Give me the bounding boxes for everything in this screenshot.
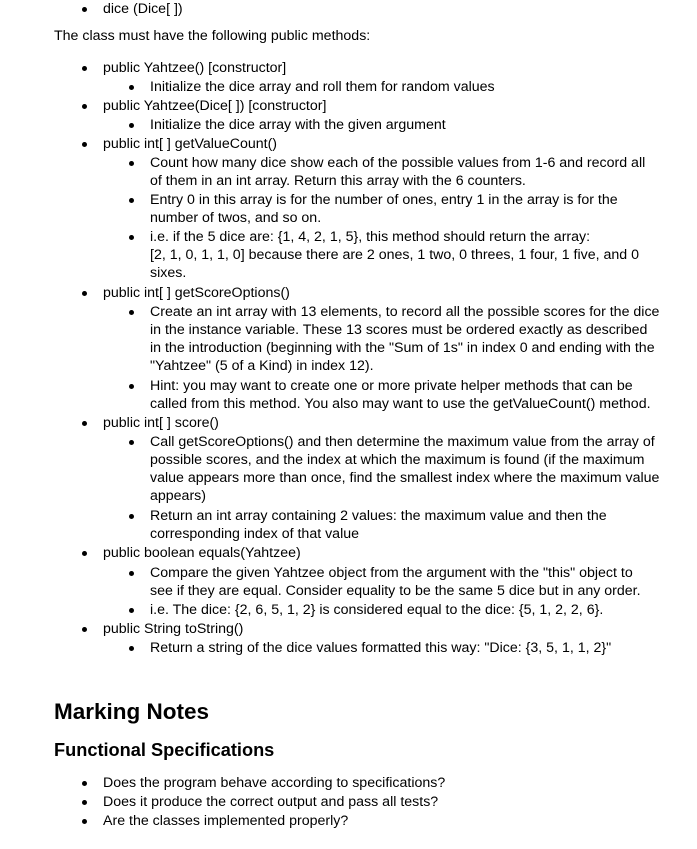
method-detail-line: Compare the given Yahtzee object from the argument with the "this" object to: [150, 565, 633, 581]
method-detail-line: Count how many dice show each of the possible values from 1-6 and record all: [150, 155, 646, 171]
bullet: [82, 800, 87, 805]
marking-notes-heading: Marking Notes: [54, 699, 210, 724]
method-detail-line: Initialize the dice array with the given argument: [150, 117, 446, 133]
bullet: [82, 551, 87, 556]
bullet: [82, 104, 87, 109]
bullet: [129, 384, 134, 389]
method-signature: public int[ ] getValueCount(): [103, 136, 278, 152]
bullet: [129, 85, 134, 90]
bullet: [82, 291, 87, 296]
marking-item: Are the classes implemented properly?: [103, 813, 349, 829]
method-detail-line: Create an int array with 13 elements, to record all the possible scores for the dice: [150, 304, 660, 320]
bullet: [129, 235, 134, 240]
method-detail-line: number of twos, and so on.: [150, 210, 322, 226]
marking-item: Does the program behave according to specifications?: [103, 775, 446, 791]
method-signature: public Yahtzee() [constructor]: [103, 60, 287, 76]
bullet: [82, 7, 87, 12]
method-detail-line: called from this method. You also may want to use the getValueCount() method.: [150, 396, 651, 412]
method-detail-line: Return a string of the dice values formatted this way: "Dice: {3, 5, 1, 1, 2}": [150, 640, 612, 656]
bullet: [129, 571, 134, 576]
bullet: [129, 608, 134, 613]
method-signature: public Yahtzee(Dice[ ]) [constructor]: [103, 98, 327, 114]
method-detail-line: corresponding index of that value: [150, 526, 360, 542]
method-detail-line: in the introduction (beginning with the "Sum of 1s" in index 0 and ending with the: [150, 340, 655, 356]
field-item-dice: dice (Dice[ ]): [103, 1, 183, 17]
bullet: [129, 198, 134, 203]
bullet: [82, 627, 87, 632]
method-detail-line: "Yahtzee" (5 of a Kind) in index 12).: [150, 358, 374, 374]
bullet: [82, 142, 87, 147]
bullet: [82, 781, 87, 786]
method-detail-line: Hint: you may want to create one or more private helper methods that can be: [150, 378, 633, 394]
bullet: [129, 646, 134, 651]
bullet: [129, 123, 134, 128]
method-detail-line: Call getScoreOptions() and then determine the maximum value from the array of: [150, 434, 655, 450]
method-detail-line: possible scores, and the index at which the maximum is found (if the maximum: [150, 452, 645, 468]
method-signature: public boolean equals(Yahtzee): [103, 545, 301, 561]
method-detail-line: [2, 1, 0, 1, 1, 0] because there are 2 ones, 1 two, 0 threes, 1 four, 1 five, and 0: [150, 247, 639, 263]
method-detail-line: i.e. The dice: {2, 6, 5, 1, 2} is considered equal to the dice: {5, 1, 2, 2, 6}.: [150, 602, 604, 618]
functional-specifications-heading: Functional Specifications: [54, 740, 275, 760]
bullet: [129, 514, 134, 519]
method-signature: public int[ ] score(): [103, 415, 219, 431]
method-detail-line: i.e. if the 5 dice are: {1, 4, 2, 1, 5}, this method should return the array:: [150, 229, 591, 245]
method-detail-line: appears): [150, 488, 206, 504]
bullet: [129, 310, 134, 315]
bullet: [82, 66, 87, 71]
bullet: [129, 440, 134, 445]
method-detail-line: in the instance variable. These 13 scores must be ordered exactly as described: [150, 322, 648, 338]
method-detail-line: of them in an int array. Return this array with the 6 counters.: [150, 173, 526, 189]
bullet: [82, 421, 87, 426]
bullet: [129, 161, 134, 166]
method-detail-line: Return an int array containing 2 values: the maximum value and then the: [150, 508, 607, 524]
method-signature: public int[ ] getScoreOptions(): [103, 285, 290, 301]
method-detail-line: sixes.: [150, 265, 187, 281]
method-detail-line: Initialize the dice array and roll them for random values: [150, 79, 495, 95]
method-detail-line: value appears more than once, find the smallest index where the maximum value: [150, 470, 660, 486]
method-detail-line: Entry 0 in this array is for the number of ones, entry 1 in the array is for the: [150, 192, 618, 208]
bullet: [82, 819, 87, 824]
intro-text: The class must have the following public methods:: [54, 28, 371, 44]
method-detail-line: see if they are equal. Consider equality to be the same 5 dice but in any order.: [150, 583, 641, 599]
marking-item: Does it produce the correct output and pass all tests?: [103, 794, 439, 810]
method-signature: public String toString(): [103, 621, 244, 637]
